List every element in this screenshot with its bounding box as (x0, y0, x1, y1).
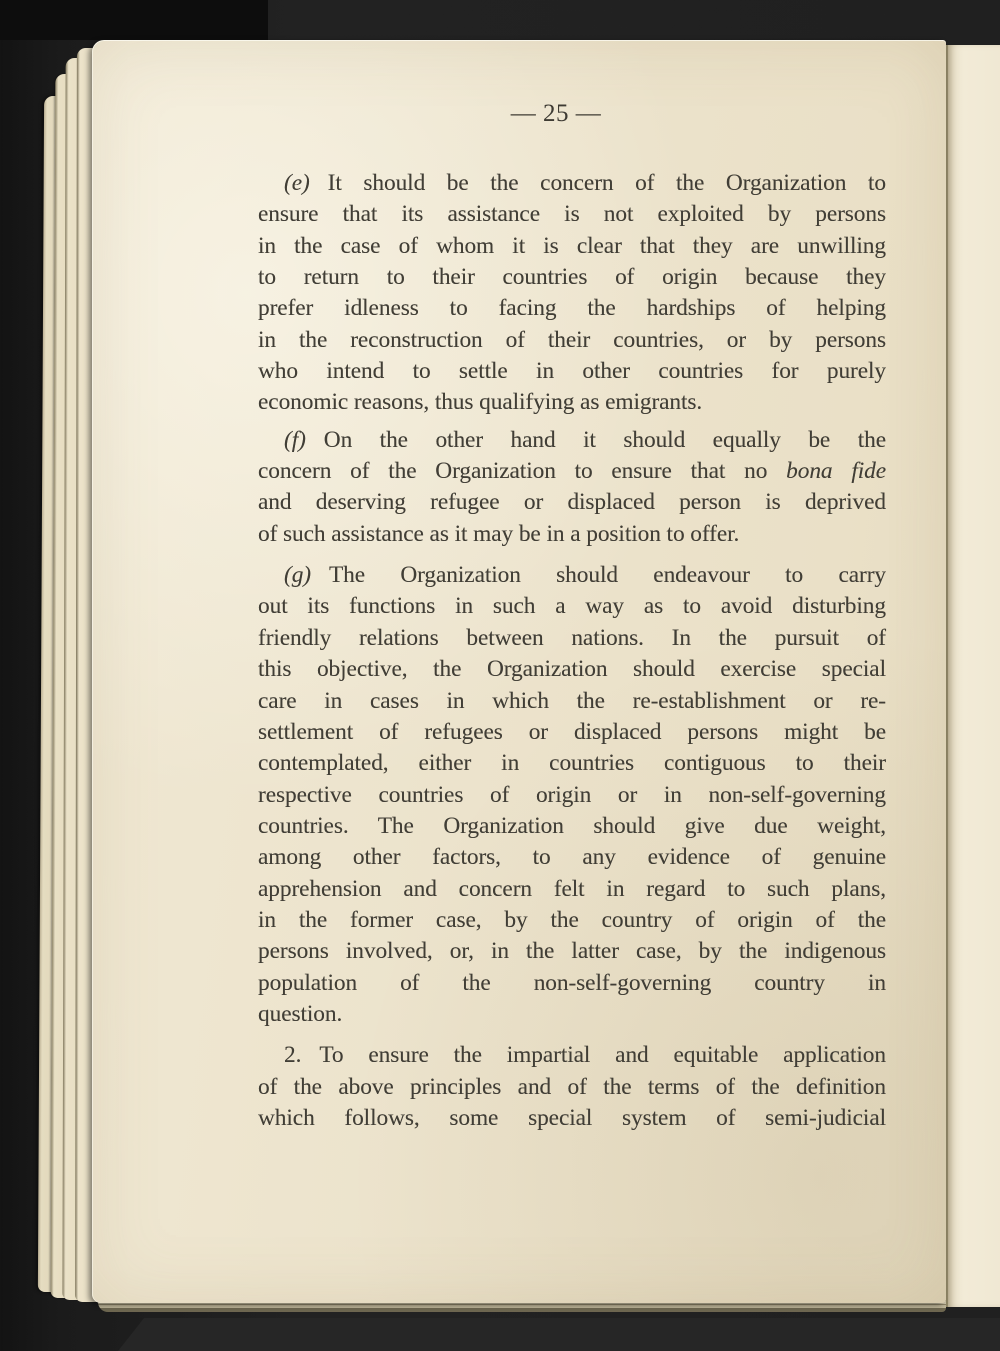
text-line (258, 487, 886, 518)
text-line (258, 356, 886, 387)
text-line (258, 262, 886, 293)
text-segment: in the reconstruction of their countries, or by persons (258, 326, 886, 353)
text-segment: economic reasons, thus qualifying as emigrants. (258, 389, 703, 416)
text-segment: The Organization should endeavour to carry (328, 562, 886, 589)
text-segment: in the former case, by the country of origin of the (258, 906, 886, 933)
text-line (258, 1103, 886, 1134)
text-segment: population of the non-self-governing country in (258, 969, 886, 996)
text-segment: countries. The Organization should give due weight, (258, 812, 886, 839)
text-line (258, 325, 886, 356)
text-line (258, 199, 886, 230)
text-line (258, 623, 886, 654)
text-line (258, 1072, 886, 1103)
text-segment: respective countries of origin or in non-self-governing (258, 781, 886, 808)
paragraph-g (258, 560, 886, 1030)
text-segment: apprehension and concern felt in regard to such plans, (258, 875, 886, 902)
text-segment: care in cases in which the re-establishment or re- (258, 687, 886, 714)
book-page (92, 40, 946, 1303)
text-segment: contemplated, either in countries contiguous to their (258, 750, 886, 777)
paragraph-f (258, 425, 886, 550)
text-segment: On the other hand it should equally be the (323, 426, 886, 453)
adjacent-page-edge (946, 45, 1000, 1307)
paragraph-2 (258, 1040, 886, 1134)
text-line (258, 387, 886, 418)
text-segment: ensure that its assistance is not exploited by persons (258, 201, 886, 228)
text-line (258, 905, 886, 936)
text-line (258, 717, 886, 748)
text-segment: friendly relations between nations. In the pursuit of (258, 624, 886, 651)
text-segment: to return to their countries of origin because they (258, 264, 886, 291)
text-segment: this objective, the Organization should exercise special (258, 656, 886, 683)
text-line (258, 811, 886, 842)
scanner-bed-shadow (0, 0, 268, 40)
text-line (258, 748, 886, 779)
text-line (258, 560, 886, 591)
text-line (258, 1040, 886, 1071)
text-segment: of such assistance as it may be in a position to offer. (258, 520, 740, 547)
paragraph-marker: (g) (284, 562, 311, 589)
paragraph-e (258, 168, 886, 419)
text-segment: To ensure the impartial and equitable application (319, 1042, 886, 1069)
text-line (258, 999, 886, 1030)
text-segment: question. (258, 1000, 343, 1027)
paragraph-marker: (f) (284, 426, 306, 453)
paragraph-marker: 2. (284, 1042, 302, 1069)
text-segment: and deserving refugee or displaced person is deprived (258, 489, 886, 516)
text-line (258, 686, 886, 717)
text-line (258, 293, 886, 324)
text-line (258, 780, 886, 811)
text-line (258, 519, 886, 550)
text-segment: prefer idleness to facing the hardships of helping (258, 295, 886, 322)
text-segment: It should be the concern of the Organization to (327, 170, 886, 196)
text-line (258, 231, 886, 262)
paragraph-marker: (e) (284, 170, 310, 196)
text-segment: of the above principles and of the terms of the definition (258, 1073, 886, 1100)
text-line (258, 874, 886, 905)
text-segment: in the case of whom it is clear that they are unwilling (258, 232, 886, 259)
text-line (258, 936, 886, 967)
text-line (258, 168, 886, 199)
text-line (258, 591, 886, 622)
text-line (258, 425, 886, 456)
text-line (258, 654, 886, 685)
text-line (258, 456, 886, 487)
text-segment: among other factors, to any evidence of genuine (258, 844, 886, 871)
text-column (258, 168, 886, 1134)
text-line (258, 968, 886, 999)
scanner-bed-strip (118, 1318, 1000, 1351)
text-segment: concern of the Organization to ensure that no (258, 458, 787, 485)
page-number: — 25 — (510, 100, 602, 127)
text-line (258, 842, 886, 873)
text-segment: which follows, some special system of semi-judicial (258, 1104, 886, 1131)
text-segment: out its functions in such a way as to avoid disturbing (258, 593, 886, 620)
text-segment: who intend to settle in other countries for purely (258, 358, 886, 385)
text-segment: settlement of refugees or displaced persons might be (258, 718, 886, 745)
text-segment: bona fide (786, 458, 886, 485)
text-segment: persons involved, or, in the latter case, by the indigenous (258, 938, 886, 965)
